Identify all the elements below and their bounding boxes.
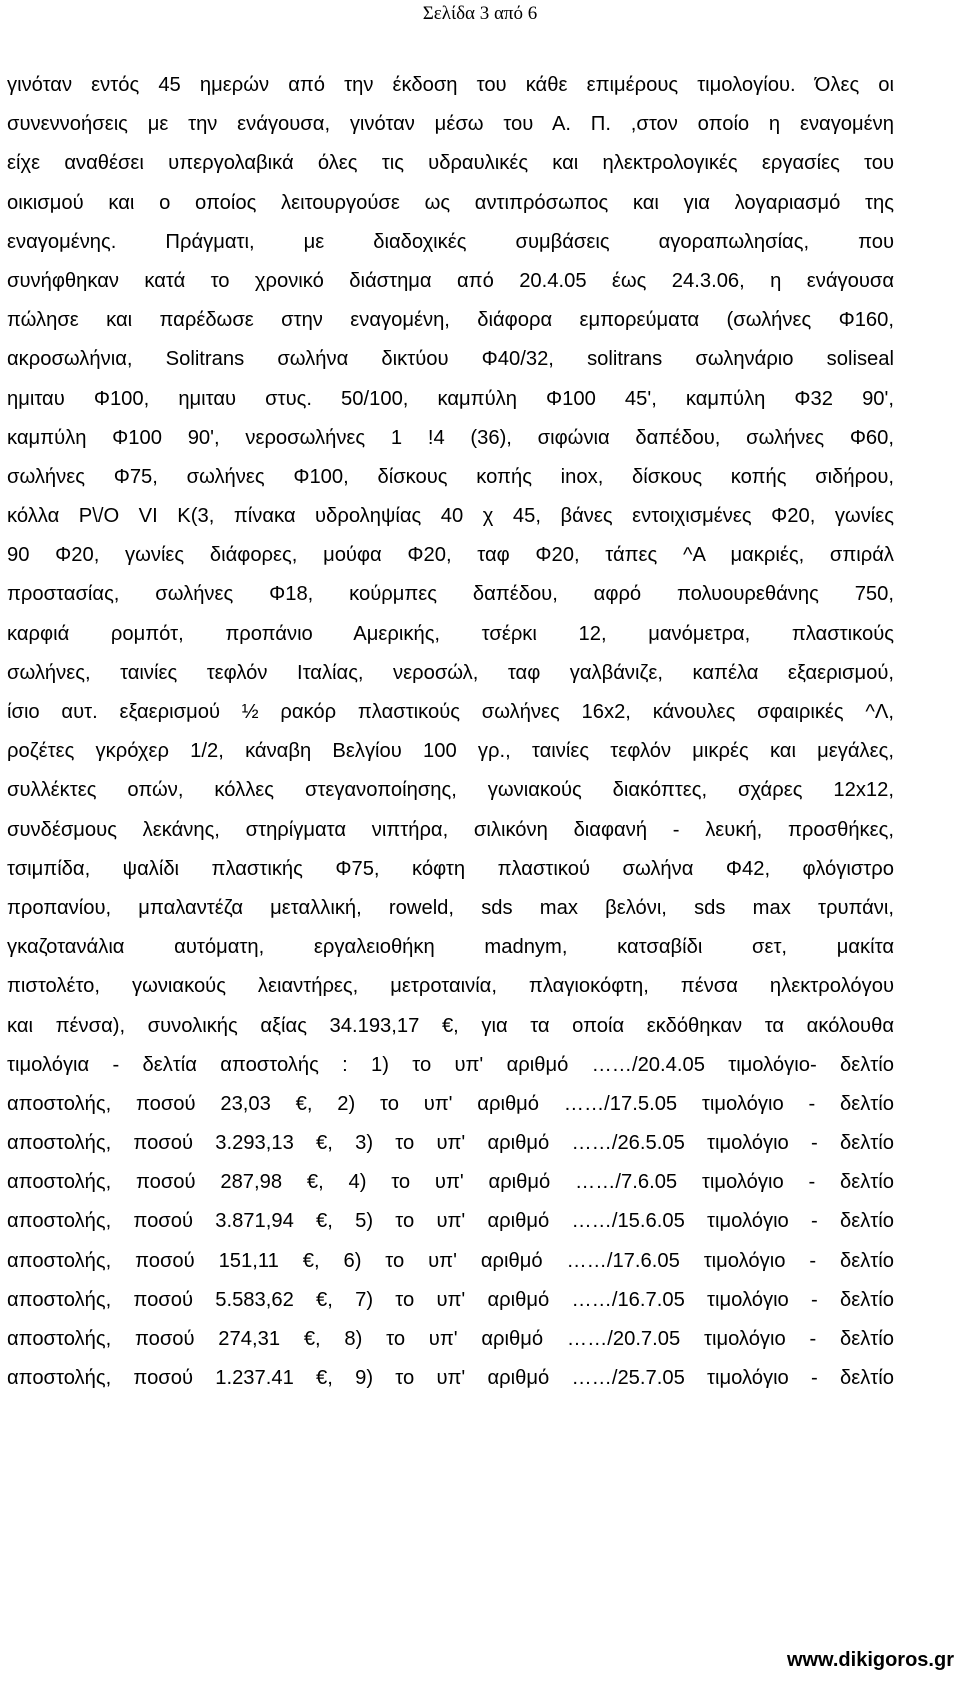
body-line: αποστολής, ποσού 3.293,13 €, 3) το υπ' αριθμό ……/26.5.05 τιμολόγιο - δελτίο <box>7 1132 894 1155</box>
page-number-header: Σελίδα 3 από 6 <box>422 3 538 24</box>
body-line: συνεννοήσεις με την ενάγουσα, γινόταν μέσω του Α. Π. ,στον οποίο η εναγομένη <box>7 113 894 136</box>
body-line: πώλησε και παρέδωσε στην εναγομένη, διάφορα εμπορεύματα (σωλήνες Φ160, <box>7 309 894 332</box>
body-line: ροζέτες γκρόχερ 1/2, κάναβη Βελγίου 100 γρ., ταινίες τεφλόν μικρές και μεγάλες, <box>7 740 894 763</box>
body-line: αποστολής, ποσού 151,11 €, 6) το υπ' αριθμό ……/17.6.05 τιμολόγιο - δελτίο <box>7 1249 894 1272</box>
document-body <box>7 66 894 1398</box>
body-line: γκαζοτανάλια αυτόματη, εργαλειοθήκη madnym, κατσαβίδι σετ, μακίτα <box>7 936 894 959</box>
body-line: σωλήνες Φ75, σωλήνες Φ100, δίσκους κοπής inox, δίσκους κοπής σιδήρου, <box>7 465 894 488</box>
body-line: ημιταυ Φ100, ημιταυ στυς. 50/100, καμπύλη Φ100 45', καμπύλη Φ32 90', <box>7 387 894 410</box>
body-line: συνδέσμους λεκάνης, στηρίγματα νιπτήρα, σιλικόνη διαφανή - λευκή, προσθήκες, <box>7 818 894 841</box>
body-line: ίσιο αυτ. εξαερισμού ½ ρακόρ πλαστικούς σωλήνες 16x2, κάνουλες σφαιρικές ^Λ, <box>7 701 894 723</box>
website-url[interactable]: www.dikigoros.gr <box>786 1649 954 1671</box>
body-line: οικισμού και ο οποίος λειτουργούσε ως αντιπρόσωπος και για λογαριασμό της <box>7 191 894 214</box>
body-line: καρφιά ρομπότ, προπάνιο Αμερικής, τσέρκι 12, μανόμετρα, πλαστικούς <box>7 622 894 645</box>
body-line: αποστολής, ποσού 1.237.41 €, 9) το υπ' αριθμό ……/25.7.05 τιμολόγιο - δελτίο <box>7 1367 894 1390</box>
body-line: εναγομένης. Πράγματι, με διαδοχικές συμβάσεις αγοραπωλησίας, που <box>7 230 894 253</box>
body-line: ακροσωλήνια, Solitrans σωλήνα δικτύου Φ40/32, solitrans σωληνάριο soliseal <box>7 348 894 371</box>
body-line: αποστολής, ποσού 274,31 €, 8) το υπ' αριθμό ……/20.7.05 τιμολόγιο - δελτίο <box>7 1328 894 1350</box>
body-line: αποστολής, ποσού 3.871,94 €, 5) το υπ' αριθμό ……/15.6.05 τιμολόγιο - δελτίο <box>7 1210 894 1233</box>
body-line: και πένσα), συνολικής αξίας 34.193,17 €, για τα οποία εκδόθηκαν τα ακόλουθα <box>7 1014 894 1037</box>
body-line: πιστολέτο, γωνιακούς λειαντήρες, μετροταινία, πλαγιοκόφτη, πένσα ηλεκτρολόγου <box>7 975 894 998</box>
body-line: αποστολής, ποσού 23,03 €, 2) το υπ' αριθμό ……/17.5.05 τιμολόγιο - δελτίο <box>7 1092 894 1115</box>
body-line: προπανίου, μπαλαντέζα μεταλλική, roweld, sds max βελόνι, sds max τρυπάνι, <box>7 896 894 919</box>
body-line: καμπύλη Φ100 90', νεροσωλήνες 1 !4 (36), σιφώνια δαπέδου, σωλήνες Φ60, <box>7 426 894 449</box>
body-line: σωλήνες, ταινίες τεφλόν Ιταλίας, νεροσώλ, ταφ γαλβάνιζε, καπέλα εξαερισμού, <box>7 661 894 684</box>
body-line: κόλλα Ρ\/Ο VI Κ(3, πίνακα υδροληψίας 40 χ 45, βάνες εντοιχισμένες Φ20, γωνίες <box>7 505 894 528</box>
body-line: τιμολόγια - δελτία αποστολής : 1) το υπ' αριθμό ……/20.4.05 τιμολόγιο- δελτίο <box>7 1053 894 1076</box>
body-line: είχε αναθέσει υπεργολαβικά όλες τις υδραυλικές και ηλεκτρολογικές εργασίες του <box>7 152 894 175</box>
body-line: αποστολής, ποσού 287,98 €, 4) το υπ' αριθμό ……/7.6.05 τιμολόγιο - δελτίο <box>7 1171 894 1194</box>
body-line: 90 Φ20, γωνίες διάφορες, μούφα Φ20, ταφ Φ20, τάπες ^Α μακριές, σπιράλ <box>7 544 894 567</box>
body-line: αποστολής, ποσού 5.583,62 €, 7) το υπ' αριθμό ……/16.7.05 τιμολόγιο - δελτίο <box>7 1288 894 1311</box>
body-line: τσιμπίδα, ψαλίδι πλαστικής Φ75, κόφτη πλαστικού σωλήνα Φ42, φλόγιστρο <box>7 857 894 880</box>
body-line: συνήφθηκαν κατά το χρονικό διάστημα από 20.4.05 έως 24.3.06, η ενάγουσα <box>7 269 894 292</box>
body-line: συλλέκτες οπών, κόλλες στεγανοποίησης, γωνιακούς διακόπτες, σχάρες 12x12, <box>7 779 894 802</box>
body-line: γινόταν εντός 45 ημερών από την έκδοση του κάθε επιμέρους τιμολογίου. Όλες οι <box>7 74 894 96</box>
body-line: προστασίας, σωλήνες Φ18, κούρμπες δαπέδου, αφρό πολυουρεθάνης 750, <box>7 583 894 606</box>
